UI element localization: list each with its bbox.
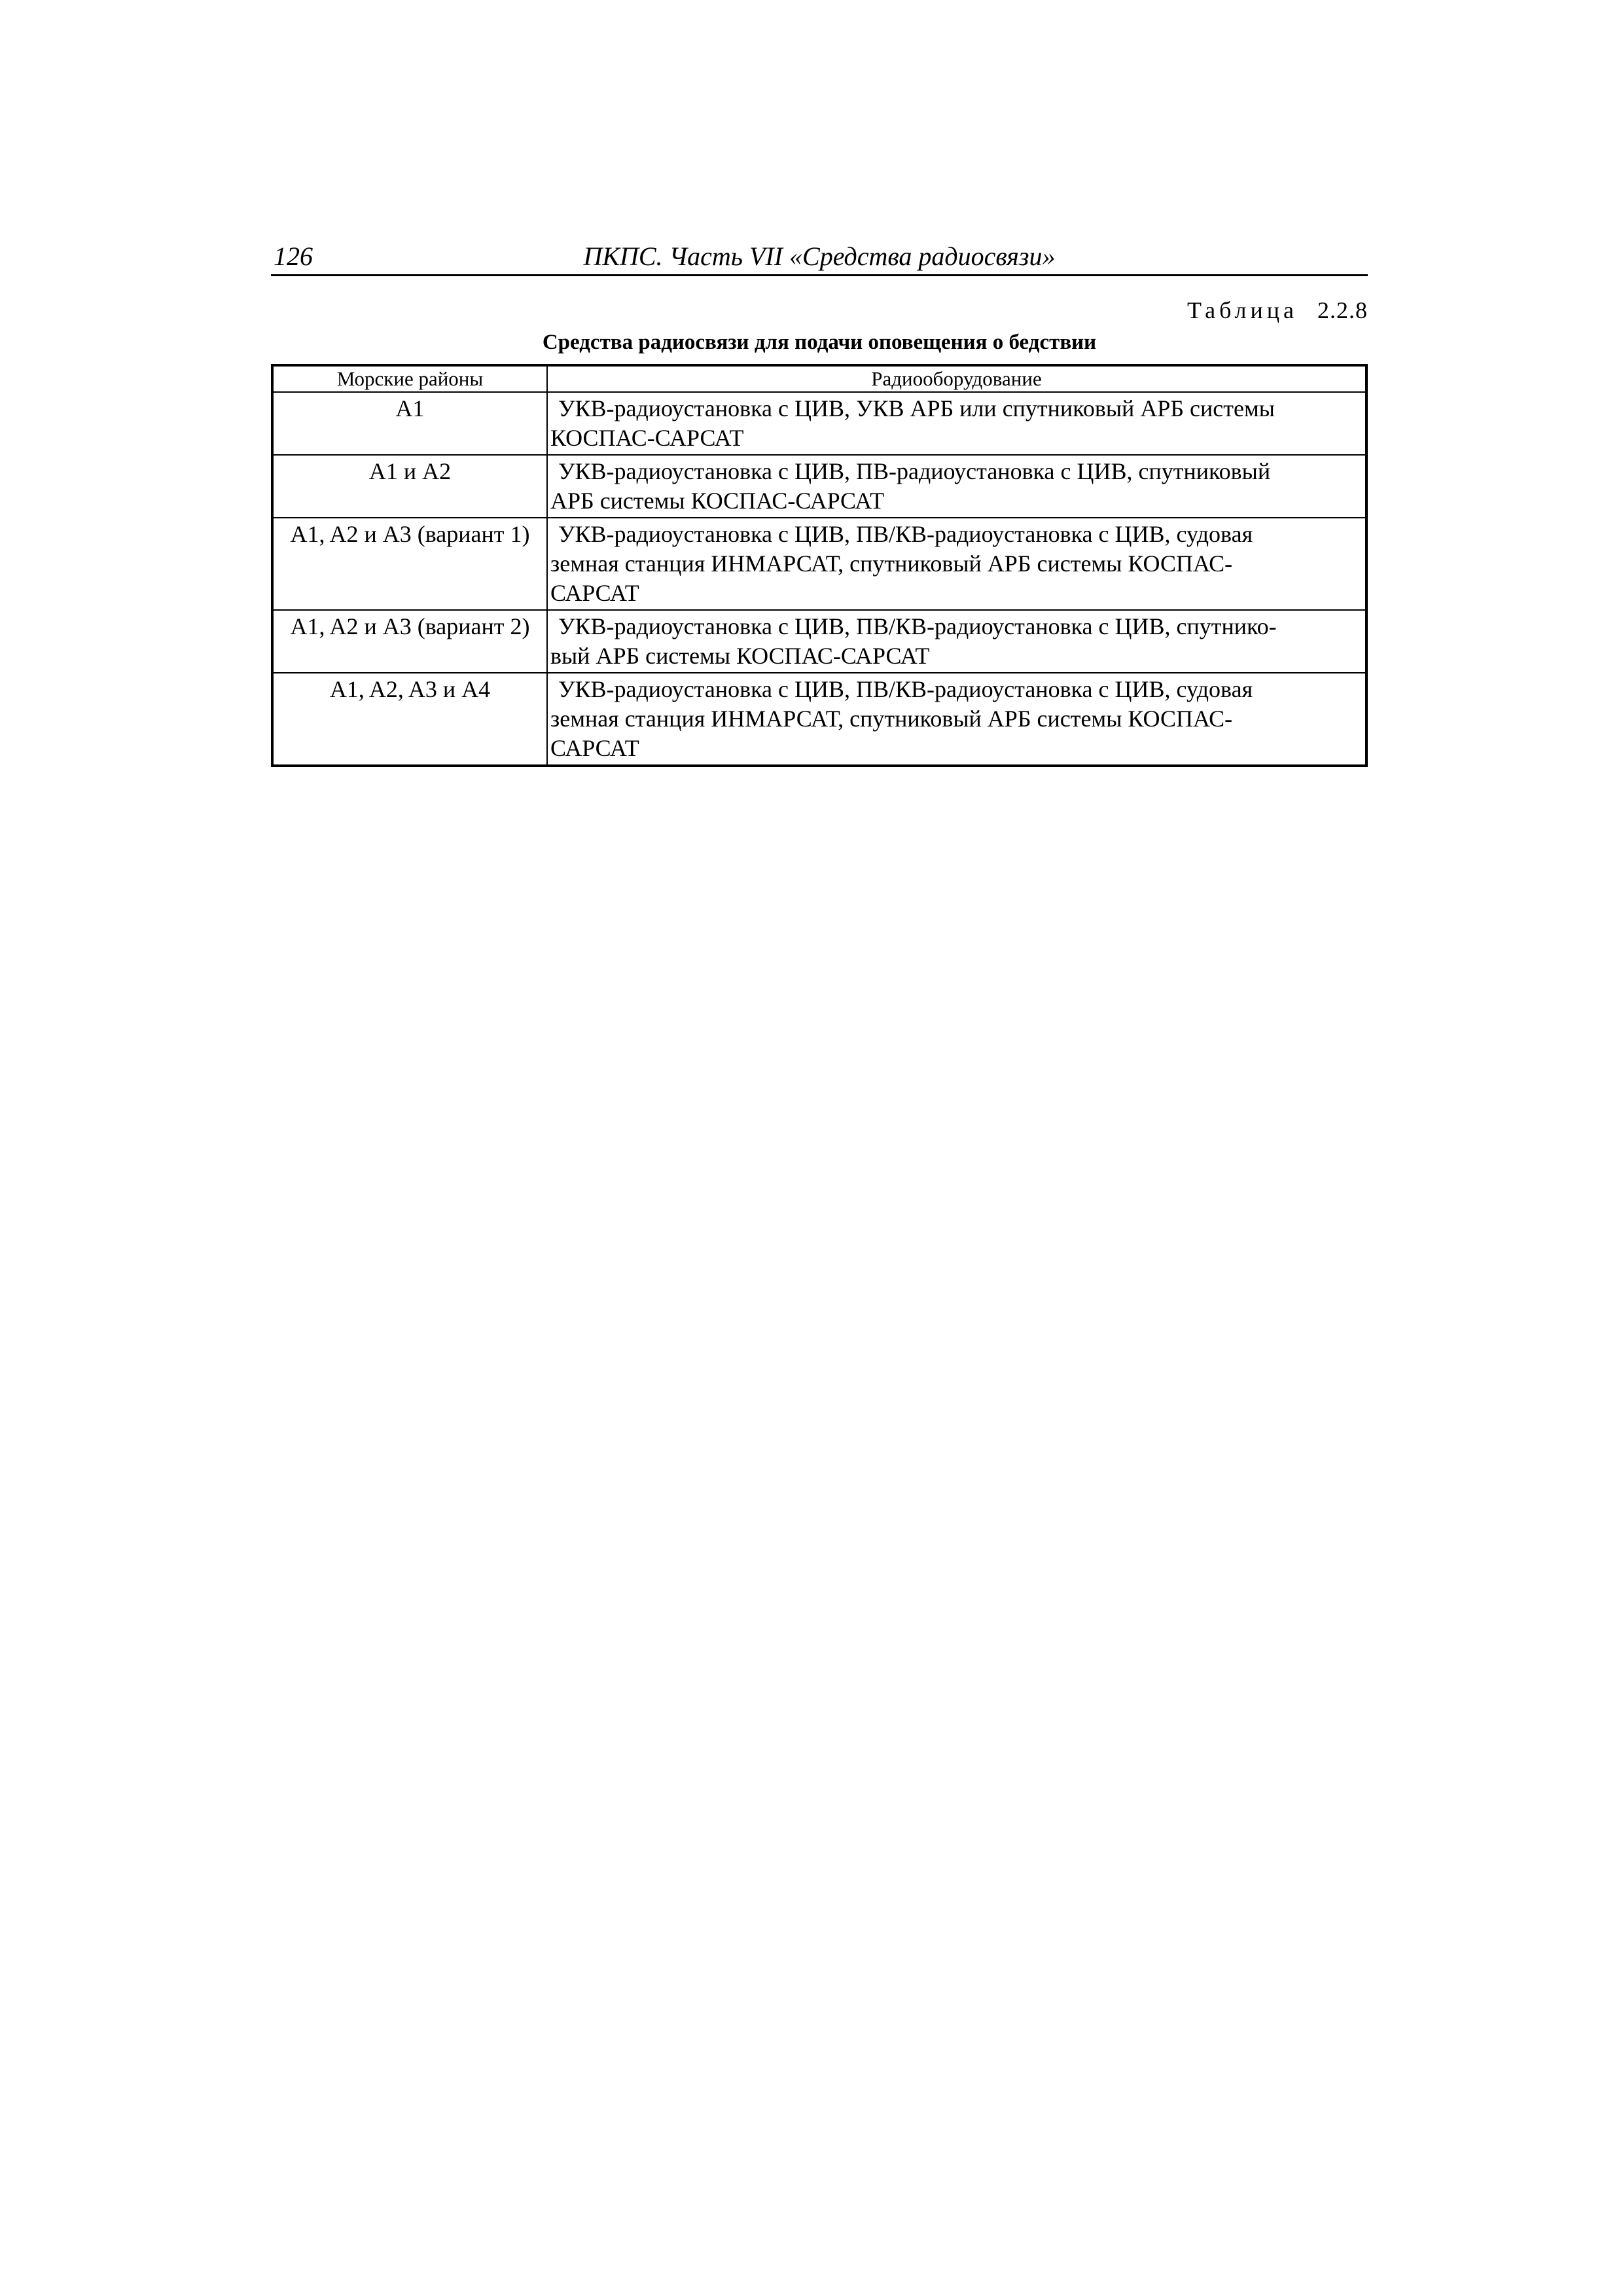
equipment-line: САРСАТ [550,580,639,606]
equipment-line: УКВ-радиоустановка с ЦИВ, ПВ/КВ-радиоустановка с ЦИВ, судовая [558,676,1253,702]
table-label [1187,296,1368,325]
equipment-line: УКВ-радиоустановка с ЦИВ, УКВ АРБ или спутниковый АРБ системы [558,395,1275,422]
equipment-line: АРБ системы КОСПАС-САРСАТ [550,488,885,514]
equipment-cell [547,392,1366,455]
equipment-cell [547,673,1366,766]
equipment-line: земная станция ИНМАРСАТ, спутниковый АРБ системы КОСПАС- [550,550,1233,577]
running-title: ПКПС. Часть VII «Средства радиосвязи» [583,242,1056,271]
radio-equipment-table [271,364,1368,767]
equipment-line: КОСПАС-САРСАТ [550,425,744,451]
page-header [271,237,1368,276]
table-label-word: Таблица [1187,297,1298,323]
equipment-cell [547,518,1366,610]
equipment-line: вый АРБ системы КОСПАС-САРСАТ [550,643,930,669]
table-label-number: 2.2.8 [1317,297,1368,323]
table-row [272,518,1366,610]
table-row [272,610,1366,673]
equipment-cell [547,455,1366,518]
equipment-line: УКВ-радиоустановка с ЦИВ, ПВ/КВ-радиоустановка с ЦИВ, судовая [558,521,1253,547]
table-row [272,673,1366,766]
table-row [272,392,1366,455]
sea-area-cell: A1, A2 и A3 (вариант 2) [272,610,547,673]
sea-area-cell: A1 [272,392,547,455]
table-header-row [272,365,1366,392]
equipment-cell [547,610,1366,673]
column-header-equipment: Радиооборудование [547,365,1366,392]
table-title: Средства радиосвязи для подачи оповещения о бедствии [542,331,1097,354]
sea-area-cell: A1, A2, A3 и A4 [272,673,547,766]
equipment-line: УКВ-радиоустановка с ЦИВ, ПВ-радиоустановка с ЦИВ, спутниковый [558,458,1271,484]
equipment-line: УКВ-радиоустановка с ЦИВ, ПВ/КВ-радиоустановка с ЦИВ, спутнико- [558,613,1277,639]
equipment-line: САРСАТ [550,735,639,761]
table-row [272,455,1366,518]
page-number: 126 [274,242,313,271]
sea-area-cell: A1, A2 и A3 (вариант 1) [272,518,547,610]
column-header-sea-areas: Морские районы [272,365,547,392]
equipment-line: земная станция ИНМАРСАТ, спутниковый АРБ системы КОСПАС- [550,706,1233,732]
sea-area-cell: A1 и A2 [272,455,547,518]
